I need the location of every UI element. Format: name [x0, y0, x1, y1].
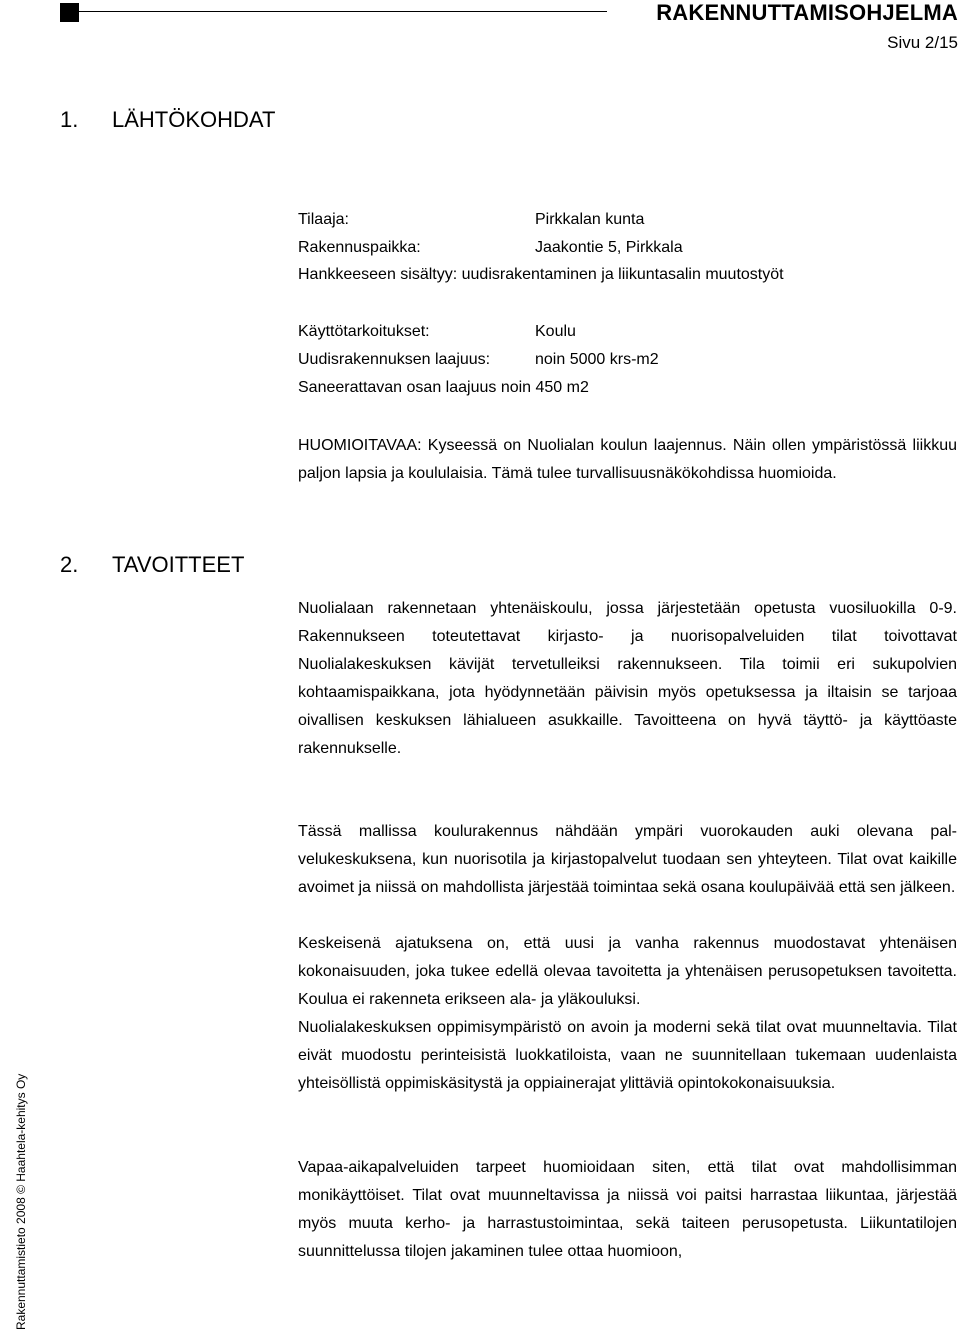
use-row	[298, 322, 576, 342]
site-label: Rakennuspaikka:	[298, 239, 421, 256]
goals-paragraph-1: Nuolialaan rakennetaan yhtenäiskoulu, jossa järjestetään opetusta vuosiluokilla 0-9. Rakennukseen toteutettavat kirjasto- ja nuorisopalveluiden tilat toivottavat Nuolialakeskuksen kävijät tervetulleiksi rakennukseen. Tila toimii eri sukupolvien kohtaamispaikkana, jota hyödynnetään päivisin myös opetuksessa ja iltaisin se tarjoaa oivallisen keskuksen lähialueen asukkaille. Tavoitteena on hyvä täyttö- ja käyttöaste rakennukselle.	[298, 600, 957, 757]
section-title: TAVOITTEET	[112, 552, 245, 577]
copyright-note: Rakennuttamistieto 2008 © Haahtela-kehitys Oy	[14, 1073, 28, 1330]
newbuild-row	[298, 350, 659, 370]
site-value: Jaakontie 5, Pirkkala	[535, 239, 683, 256]
section-heading-1	[60, 107, 275, 133]
newbuild-value: noin 5000 krs-m2	[535, 351, 659, 368]
goals-paragraph-3: Keskeisenä ajatuksena on, että uusi ja vanha rakennus muodostavat yhtenäisen kokonaisuuden, joka tukee edellä olevaa tavoitetta ja yhtenäisen perusopetuksen tavoitetta. Koulua ei rakenneta erikseen ala- ja yläkouluksi.	[298, 935, 957, 1008]
client-row	[298, 210, 645, 230]
goals-paragraph-4: Nuolialakeskuksen oppimisympäristö on avoin ja moderni sekä tilat ovat muunneltavia. Tilat eivät muodostu perinteisistä luokkatiloista, vaan ne suunnitellaan tukemaan uudenlaista yhteisöllistä oppimiskäsitystä ja oppiainerajat ylittäviä opintokokonaisuuksia.	[298, 1019, 957, 1092]
use-label: Käyttötarkoitukset:	[298, 323, 430, 340]
section-number: 2.	[60, 552, 79, 577]
newbuild-label: Uudisrakennuksen laajuus:	[298, 351, 491, 368]
note-paragraph: HUOMIOITAVAA: Kyseessä on Nuolialan koulun laajennus. Näin ollen ympäristössä liikkuu paljon lapsia ja koululaisia. Tämä tulee turvallisuusnäkökohdissa huomioida.	[298, 437, 957, 482]
goals-paragraph-2: Tässä mallissa koulurakennus nähdään ympäri vuorokauden auki olevana palvelukeskuksena, kun nuorisotila ja kirjastopalvelut tuodaan sen yhteyteen. Tilat ovat kaikille avoimet ja niissä on mahdollista järjestää toimintaa sekä osana koulupäivää että sen jälkeen.	[298, 823, 957, 896]
renovation-line: Saneerattavan osan laajuus noin 450 m2	[298, 379, 589, 396]
client-value: Pirkkalan kunta	[535, 211, 645, 228]
use-value: Koulu	[535, 323, 576, 340]
section-title: LÄHTÖKOHDAT	[112, 107, 276, 132]
scope-line: Hankkeeseen sisältyy: uudisrakentaminen ja liikuntasalin muutostyöt	[298, 266, 784, 283]
header-square	[60, 3, 79, 22]
section-number: 1.	[60, 107, 79, 132]
client-label: Tilaaja:	[298, 211, 349, 228]
section-heading-2	[60, 552, 244, 578]
header-rule	[79, 11, 607, 12]
page-number: Sivu 2/15	[887, 33, 958, 52]
document-title: RAKENNUTTAMISOHJELMA	[656, 0, 958, 25]
goals-paragraph-5: Vapaa-aikapalveluiden tarpeet huomioidaan siten, että tilat ovat mahdollisimman monikäyttöiset. Tilat ovat muunneltavissa ja niissä voi paitsi harrastaa liikuntaa, järjestää myös muuta kerho- ja harrastustoimintaa, sekä taiteen perusopetusta. Liikuntatilojen suunnittelussa tilojen jakaminen tulee ottaa huomioon,	[298, 1159, 957, 1260]
site-row	[298, 238, 683, 258]
